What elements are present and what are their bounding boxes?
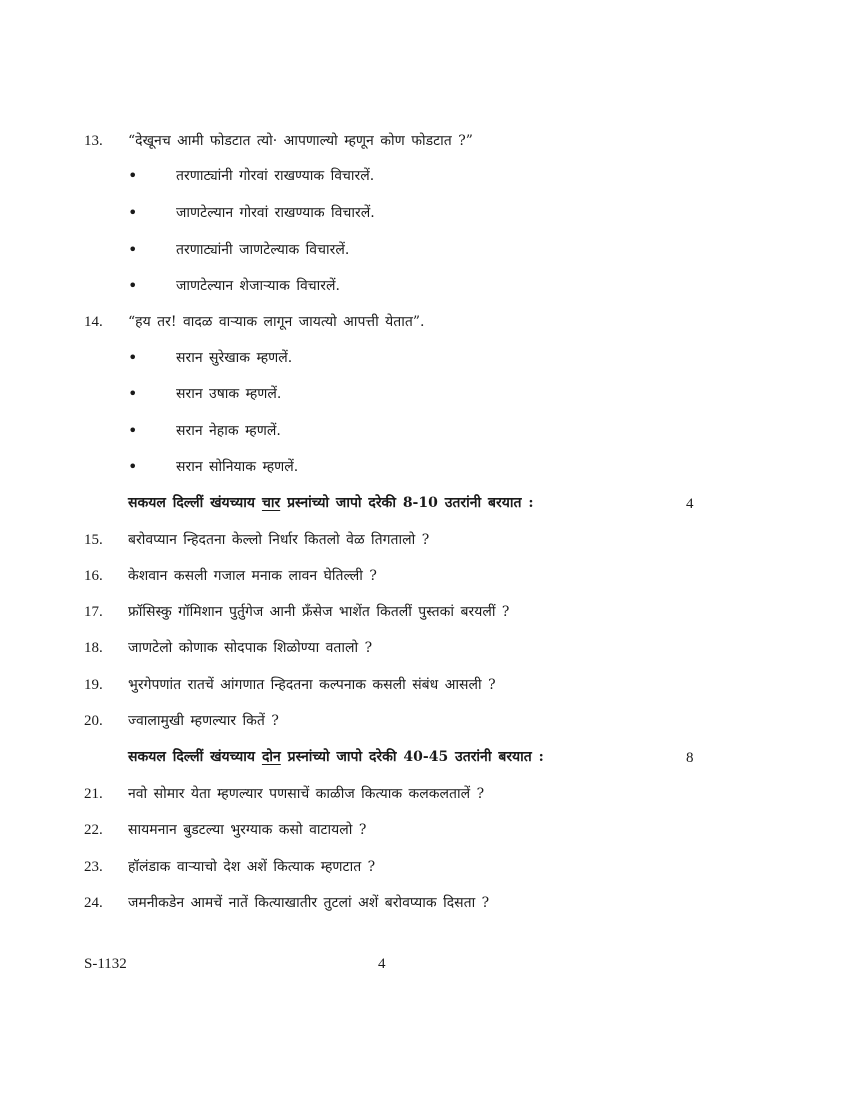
option-text: जाणटेल्यान गोरवां राखण्याक विचारलें. — [176, 205, 375, 221]
option-text: सरान सुरेखाक म्हणलें. — [176, 350, 293, 366]
bullet-icon: • — [128, 457, 138, 476]
question-number: 21. — [84, 786, 103, 802]
question-text: हॉलंडाक वाऱ्याचो देश अशें कित्याक म्हणटात ? — [128, 859, 376, 875]
bullet-icon: • — [128, 384, 138, 403]
section-marks: 8 — [686, 750, 694, 766]
question-text: जाणटेलो कोणाक सोदपाक शिळोण्या वतालो ? — [128, 640, 373, 656]
question-text: फ्रॉसिस्कु गॉमिशान पुर्तुगेज आनी फ्रॅंसेज भाशेंत कितलीं पुस्तकां बरयलीं ? — [128, 604, 510, 620]
section-instruction-end: प्रस्नांच्यो जापो दरेकी 8-10 उतरांनी बरयात : — [287, 495, 534, 511]
bullet-icon: • — [128, 240, 138, 259]
option-text: तरणाट्यांनी जाणटेल्याक विचारलें. — [176, 242, 350, 258]
question-number: 15. — [84, 532, 103, 548]
question-text: भुरगेपणांत रातचें आंगणात न्हिदतना कल्पनाक कसली संबंध आसली ? — [128, 677, 496, 693]
question-number: 18. — [84, 640, 103, 656]
paper-code: S-1132 — [84, 956, 127, 972]
section-instruction — [128, 493, 533, 513]
bullet-icon: • — [128, 421, 138, 440]
option-text: सरान नेहाक म्हणलें. — [176, 423, 281, 439]
question-number: 22. — [84, 822, 103, 838]
question-number: 16. — [84, 568, 103, 584]
question-number: 24. — [84, 895, 103, 911]
question-number: 17. — [84, 604, 103, 620]
option-text: सरान सोनियाक म्हणलें. — [176, 459, 299, 475]
section-instruction-start: सकयल दिल्लीं खंयच्याय — [128, 495, 256, 511]
question-number: 23. — [84, 859, 103, 875]
section-marks: 4 — [686, 496, 694, 512]
section-instruction — [128, 747, 544, 767]
bullet-icon: • — [128, 166, 138, 185]
question-number: 13. — [84, 133, 103, 149]
question-text: “हय तर! वादळ वाऱ्याक लागून जायत्यो आपत्ती येतात”. — [128, 314, 425, 330]
bullet-icon: • — [128, 276, 138, 295]
question-number: 14. — [84, 314, 103, 330]
section-instruction-count: चार — [261, 495, 281, 511]
option-text: तरणाट्यांनी गोरवां राखण्याक विचारलें. — [176, 168, 375, 184]
question-text: जमनीकडेन आमचें नातें कित्याखातीर तुटलां अशें बरोवप्याक दिसता ? — [128, 895, 490, 911]
bullet-icon: • — [128, 348, 138, 367]
section-instruction-count: दोन — [261, 749, 281, 765]
question-text: बरोवप्यान न्हिदतना केल्लो निर्धार कितलो वेळ तिगतालो ? — [128, 532, 430, 548]
section-instruction-end: प्रस्नांच्यो जापो दरेकी 40-45 उतरांनी बरयात : — [287, 749, 544, 765]
question-number: 20. — [84, 713, 103, 729]
bullet-icon: • — [128, 203, 138, 222]
option-text: सरान उषाक म्हणलें. — [176, 386, 282, 402]
option-text: जाणटेल्यान शेजाऱ्याक विचारलें. — [176, 278, 340, 294]
question-text: “देखूनच आमी फोडटात त्यो· आपणाल्यो म्हणून कोण फोडटात ?” — [128, 133, 473, 149]
question-text: सायमनान बुडटल्या भुरग्याक कसो वाटायलो ? — [128, 822, 367, 838]
page-number: 4 — [378, 956, 386, 972]
question-number: 19. — [84, 677, 103, 693]
section-instruction-start: सकयल दिल्लीं खंयच्याय — [128, 749, 256, 765]
question-text: नवो सोमार येता म्हणल्यार पणसाचें काळीज कित्याक कलकलतालें ? — [128, 786, 485, 802]
question-text: केशवान कसली गजाल मनाक लावन घेतिल्ली ? — [128, 568, 377, 584]
question-text: ज्वालामुखी म्हणल्यार कितें ? — [128, 713, 279, 729]
